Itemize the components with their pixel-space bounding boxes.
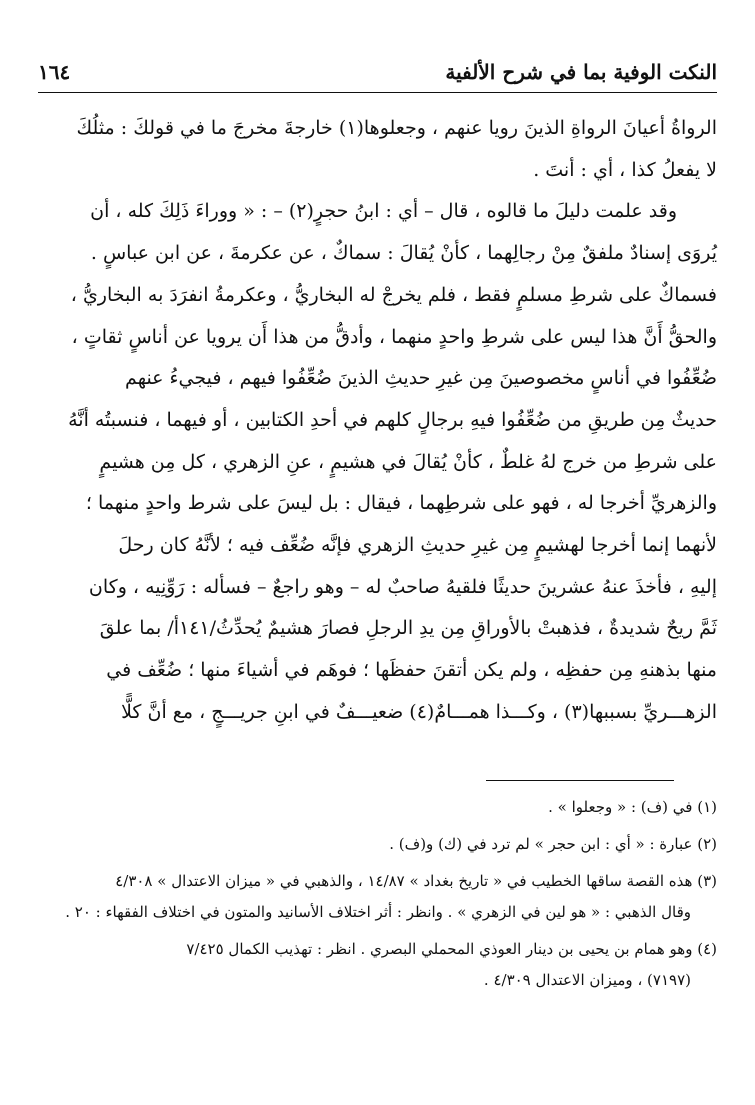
text-line: الزهـــريِّ بسببها(٣) ، وكـــذا همـــامٌ(٤) ضعيـــفٌ في ابنِ جريـــجٍ ، مع أنَّ كلًّا — [121, 700, 717, 723]
text-line: فسماكٌ على شرطِ مسلمٍ فقط ، فلم يخرجْ له البخاريُّ ، وعكرمةُ انفرَدَ به البخاريُّ ، — [70, 283, 717, 306]
text-line: إليهِ ، فأخذَ عنهُ عشرينَ حديثًا فلقيهُ صاحبٌ له – وهو راجعٌ – فسأله : رَوِّنِيه ، وكان — [88, 575, 717, 598]
text-line: منها بذهنهِ مِن حفظِه ، ولم يكن أتقنَ حفظَها ؛ فوهَم في أشياءَ منها ؛ ضُعِّف في — [106, 659, 717, 682]
text-line: لأنهما إنما أخرجا لهشيمٍ مِن غيرِ حديثِ الزهري فإنَّه ضُعِّف فيه ؛ لأنَّهُ كان رحلَ — [118, 534, 717, 557]
footnote-text: (٤) وهو همام بن يحيى بن دينار العوذي المحملي البصري . انظر : تهذيب الكمال ٧/٤٢٥ — [186, 940, 717, 958]
footnote-text: (٣) هذه القصة ساقها الخطيب في « تاريخ بغداد » ١٤/٨٧ ، والذهبي في « ميزان الاعتدال » ٤/٣٠٨ — [115, 872, 717, 890]
footnote-continuation: (٧١٩٧) ، وميزان الاعتدال ٤/٣٠٩ . — [483, 971, 691, 989]
header-rule — [38, 92, 717, 93]
footnote-4 — [38, 934, 717, 996]
running-title: النكت الوفية بما في شرح الألفية — [445, 60, 717, 84]
footnote-2 — [38, 829, 717, 860]
page-number: ١٦٤ — [38, 60, 71, 84]
text-line: يُروَى إسنادٌ ملفقٌ مِنْ رجالِهما ، كأنْ يُقالَ : سماكٌ ، عن عكرمةَ ، عن ابن عباسٍ . — [90, 242, 717, 265]
footnote-text: (٢) عبارة : « أي : ابن حجر » لم ترد في (ك) و(ف) . — [389, 835, 717, 853]
text-line: لا يفعلُ كذا ، أي : أنتَ . — [533, 158, 717, 181]
footnote-1 — [38, 792, 717, 823]
text-line: ضُعِّفُوا في أناسٍ مخصوصينَ مِن غيرِ حديثِ الذينَ ضُعِّفُوا فيهم ، فيجيءُ عنهم — [125, 367, 717, 390]
text-line: الرواةُ أعيانَ الرواةِ الذينَ رويا عنهم ، وجعلوها(١) خارجةَ مخرجَ ما في قولكَ : مثلُكَ — [76, 117, 717, 139]
main-text — [38, 108, 717, 734]
footnotes — [38, 792, 717, 1002]
text-line: والزهريِّ أخرجا له ، فهو على شرطِهما ، فيقال : بل ليسَ على شرط واحدٍ منهما ؛ — [85, 492, 717, 515]
text-line: حديثٌ مِن طريقِ من ضُعِّفُوا فيهِ برجالٍ كلهم في أحدِ الكتابين ، أو فيهما ، فنسبتُه أنَّهُ — [68, 408, 717, 431]
running-header — [38, 54, 717, 90]
footnote-continuation: وقال الذهبي : « هو لين في الزهري » . وانظر : أثر اختلاف الأسانيد والمتون في اختلاف الفقهاء : ٢٠ . — [65, 903, 691, 921]
text-line: وقد علمت دليلَ ما قالوه ، قال – أي : ابنُ حجرٍ(٢) – : « ووراءَ ذَلِكَ كله ، أن — [90, 200, 677, 223]
text-line: والحقُّ أَنَّ هذا ليس على شرطِ واحدٍ منهما ، وأدقُّ من هذا أَن يرويا عن أناسٍ ثقاتٍ ، — [71, 325, 717, 348]
text-line: على شرطِ من خرج لهُ غلطٌ ، كأنْ يُقالَ في هشيمٍ ، عنِ الزهري ، كل مِن هشيمٍ — [99, 450, 717, 473]
footnote-separator — [486, 780, 674, 781]
footnote-3 — [38, 866, 717, 928]
text-line: ثَمَّ ريحٌ شديدةٌ ، فذهبتْ بالأوراقِ مِن يدِ الرجلِ فصارَ هشيمٌ يُحدِّثُ/١٤١أ/ بما علقَ — [99, 617, 717, 640]
footnote-text: (١) في (ف) : « وجعلوا » . — [548, 798, 717, 816]
